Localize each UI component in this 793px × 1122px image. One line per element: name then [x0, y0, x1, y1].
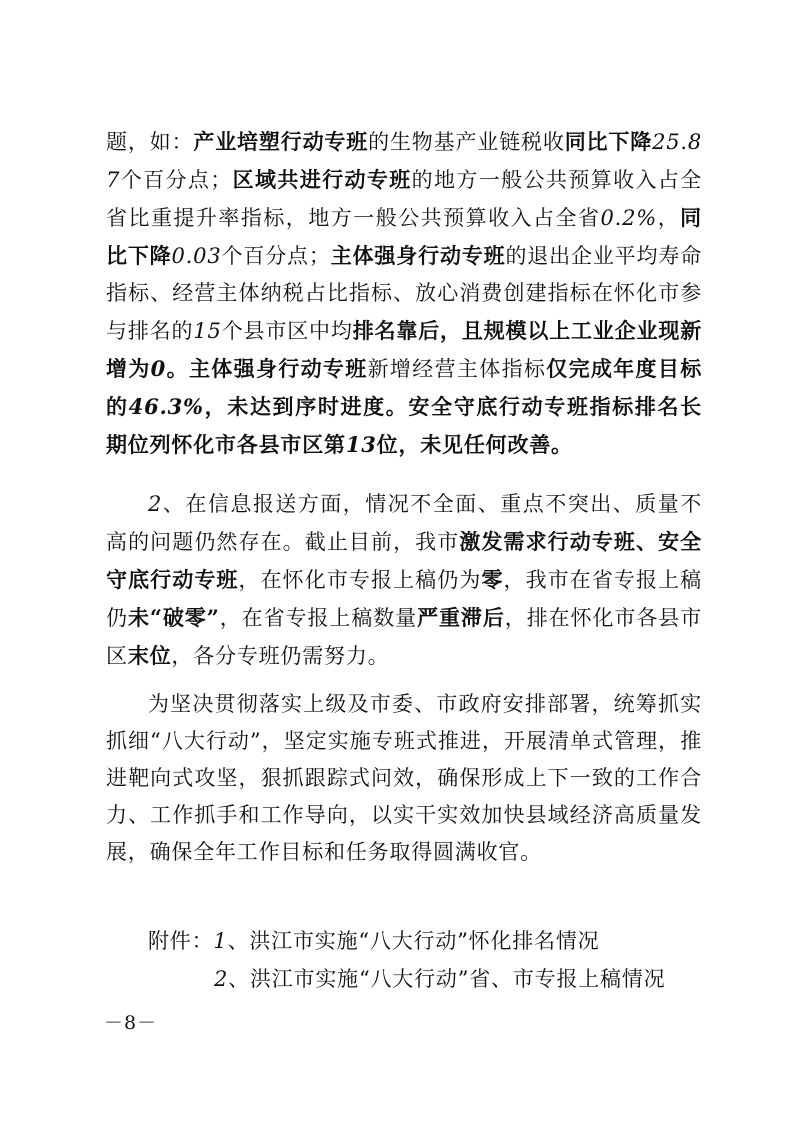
- text-run: 46.3%: [128, 394, 204, 419]
- attachment-item-1: [148, 925, 599, 955]
- emphasis-text: 仅完成年度目标的: [106, 356, 703, 419]
- text-run: 的地方一般公共预算收入占全省比重提升率指标，地方一般公共预算收入占全省: [106, 168, 703, 230]
- emphasis-text: 零: [481, 567, 504, 592]
- emphasis-text: ，未达到序时进度。安全守底行动专班指标排名长期位列怀化市各县市区第: [106, 394, 702, 457]
- emphasis-text: 同比下降: [106, 205, 702, 268]
- emphasis-text: 严重滞后: [417, 605, 505, 630]
- text-run: ，: [657, 206, 681, 230]
- attachment-item-2: [214, 963, 665, 993]
- text-run: 2: [148, 492, 163, 516]
- paragraph-conclusion: [106, 686, 702, 871]
- text-run: 0.03: [171, 244, 222, 268]
- emphasis-text: 排名靠后，且规模以上工业企业现新增为: [106, 318, 702, 381]
- emphasis-text: 激发需求行动专班、安全守底行动专班: [106, 529, 702, 592]
- text-run: 0: [150, 356, 167, 381]
- text-run: 的退出企业平均寿命指标、经营主体纳税占比指标、放心消费创建指标在怀化市参与排名的: [106, 244, 702, 343]
- emphasis-text: 主体强身行动专班: [330, 243, 506, 268]
- attachment-label: 附件：: [148, 929, 214, 953]
- emphasis-text: 。主体强身行动专班: [166, 356, 368, 381]
- text-run: ，排在怀化市各县市区: [106, 606, 703, 668]
- text-run: 25.87: [106, 130, 703, 192]
- text-run: 题，如：: [106, 130, 194, 154]
- text-run: 15: [193, 319, 222, 343]
- page-number: －8－: [104, 1012, 158, 1034]
- text-run: 新增经营主体指标: [367, 357, 547, 381]
- paragraph-performance-issues: [106, 123, 702, 464]
- paragraph-info-reporting: [106, 486, 702, 675]
- text-run: ，我市在省专报上稿仍: [106, 568, 702, 630]
- emphasis-text: 末位: [127, 643, 172, 668]
- emphasis-text: 未“破零”: [127, 605, 220, 630]
- text-run: 0.2%: [600, 206, 658, 230]
- attachment-item-2-title: 、洪江市实施“八大行动”省、市专报上稿情况: [228, 967, 666, 991]
- attachment-item-1-number: 1: [213, 929, 228, 953]
- text-run: 个县市区中均: [221, 319, 353, 343]
- text-run: 、在信息报送方面，情况不全面、重点不突出、质量不高的问题仍然存在。截止目前，我市: [106, 492, 702, 554]
- emphasis-text: 位，未见任何改善。: [376, 432, 573, 457]
- text-run: 为坚决贯彻落实上级及市委、市政府安排部署，统筹抓实抓细“八大行动”，坚定实施专班式推进，开展清单式管理，推进靶向式攻坚，狠抓跟踪式问效，确保形成上下一致的工作合力、工作抓手和工作导向，以实干实效加快县域经济高质量发展，确保全年工作目标和任务取得圆满收官。: [106, 692, 702, 864]
- attachment-item-1-title: 、洪江市实施“八大行动”怀化排名情况: [227, 929, 600, 953]
- text-run: 个百分点；: [221, 244, 331, 268]
- text-run: 的生物基产业链税收: [368, 130, 565, 154]
- attachment-item-2-number: 2: [214, 967, 229, 991]
- text-run: ，各分专班仍需努力。: [171, 644, 390, 668]
- text-run: 个百分点；: [120, 168, 233, 192]
- text-run: ，在怀化市专报上稿仍为: [238, 568, 482, 592]
- emphasis-text: 区域共进行动专班: [232, 167, 412, 192]
- emphasis-text: [129, 394, 204, 419]
- emphasis-text: [151, 356, 166, 381]
- emphasis-text: [346, 432, 377, 457]
- emphasis-text: 同比下降: [564, 129, 653, 154]
- emphasis-text: 产业培塑行动专班: [193, 129, 369, 154]
- text-run: 13: [345, 432, 377, 457]
- text-run: ，在省专报上稿数量: [219, 606, 418, 630]
